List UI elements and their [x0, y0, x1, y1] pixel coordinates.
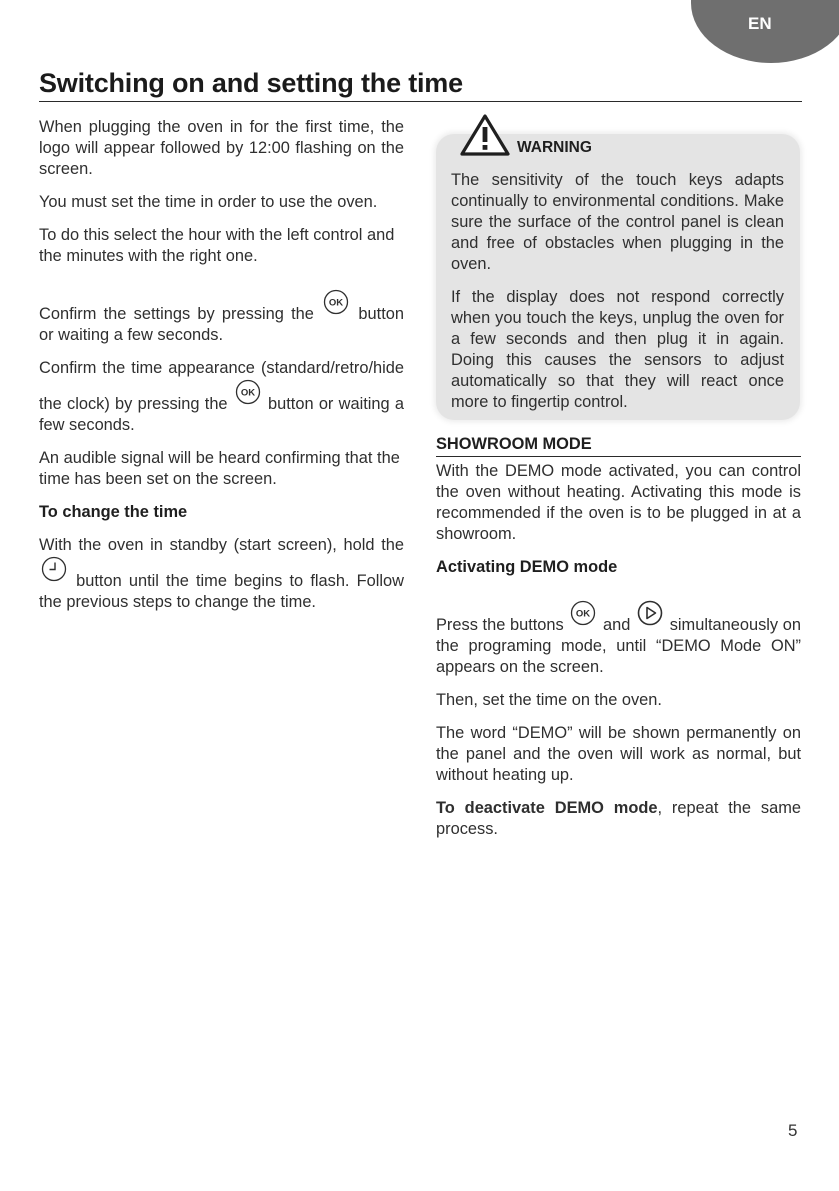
confirm-appearance-text-b: button or waiting a few seconds.	[39, 395, 404, 434]
change-time-text-b: button until the time begins to flash. Follow the previous steps to change the time.	[39, 572, 404, 611]
ok-button-icon	[570, 600, 596, 632]
change-time-heading: To change the time	[39, 503, 188, 521]
title-divider	[39, 101, 802, 102]
clock-button-icon	[41, 556, 67, 588]
warning-label: WARNING	[517, 139, 592, 156]
press-buttons-paragraph	[436, 600, 801, 678]
confirm-settings-text-b: button or waiting a few seconds.	[39, 305, 404, 344]
ok-icon-label: OK	[329, 297, 344, 309]
ok-button-icon	[235, 379, 261, 411]
set-time-demo-paragraph: Then, set the time on the oven.	[436, 691, 662, 709]
activating-demo-heading: Activating DEMO mode	[436, 558, 618, 576]
warning-sensitivity-paragraph: The sensitivity of the touch keys adapts continually to environmental conditions. Make sure the surface of the control panel is clean and free of obstacles when plugging in the oven.	[451, 171, 784, 273]
warning-display-paragraph: If the display does not respond correctly when you touch the keys, unplug the oven for a few seconds and then plug it in again. Doing this causes the sensors to adjust automatically so that they will react once more to fingertip control.	[451, 288, 784, 411]
select-hour-paragraph: To do this select the hour with the left control and the minutes with the right one.	[39, 226, 395, 265]
deactivate-demo-paragraph	[436, 798, 801, 840]
ok-icon-label: OK	[240, 387, 255, 399]
confirm-settings-text-a: Confirm the settings by pressing the	[39, 305, 314, 323]
audible-signal-paragraph: An audible signal will be heard confirming that the time has been set on the screen.	[39, 449, 400, 488]
deactivate-demo-rest: , repeat the same process.	[436, 799, 801, 838]
confirm-appearance-text-a: Confirm the time appearance (standard/retro/hide the clock) by pressing the	[39, 359, 404, 413]
intro-paragraph: When plugging the oven in for the first time, the logo will appear followed by 12:00 flashing on the screen.	[39, 118, 404, 178]
play-button-icon	[637, 600, 663, 632]
showroom-heading: SHOWROOM MODE	[436, 434, 801, 457]
change-time-paragraph	[39, 535, 404, 613]
confirm-settings-paragraph	[39, 289, 404, 346]
ok-button-icon	[323, 289, 349, 321]
page-number: 5	[788, 1121, 798, 1140]
press-buttons-text-a: Press the buttons	[436, 616, 564, 634]
demo-word-paragraph: The word “DEMO” will be shown permanently on the panel and the oven will work as normal, but without heating up.	[436, 724, 801, 784]
demo-intro-paragraph: With the DEMO mode activated, you can control the oven without heating. Activating this mode is recommended if the oven is to be plugged in at a showroom.	[436, 462, 801, 543]
press-buttons-text-b: simultaneously on the programing mode, until “DEMO Mode ON” appears on the screen.	[436, 616, 802, 676]
right-column	[436, 434, 801, 852]
set-time-paragraph: You must set the time in order to use the oven.	[39, 193, 378, 211]
page-title: Switching on and setting the time	[39, 68, 463, 98]
press-buttons-and: and	[603, 616, 631, 634]
left-column	[39, 117, 404, 625]
language-label: EN	[748, 14, 772, 33]
warning-header	[460, 114, 620, 156]
change-time-text-a: With the oven in standby (start screen), hold the	[39, 536, 404, 554]
confirm-appearance-paragraph	[39, 358, 404, 436]
ok-icon-label: OK	[576, 608, 591, 620]
deactivate-demo-bold: To deactivate DEMO mode	[436, 799, 658, 817]
warning-text	[451, 170, 784, 425]
